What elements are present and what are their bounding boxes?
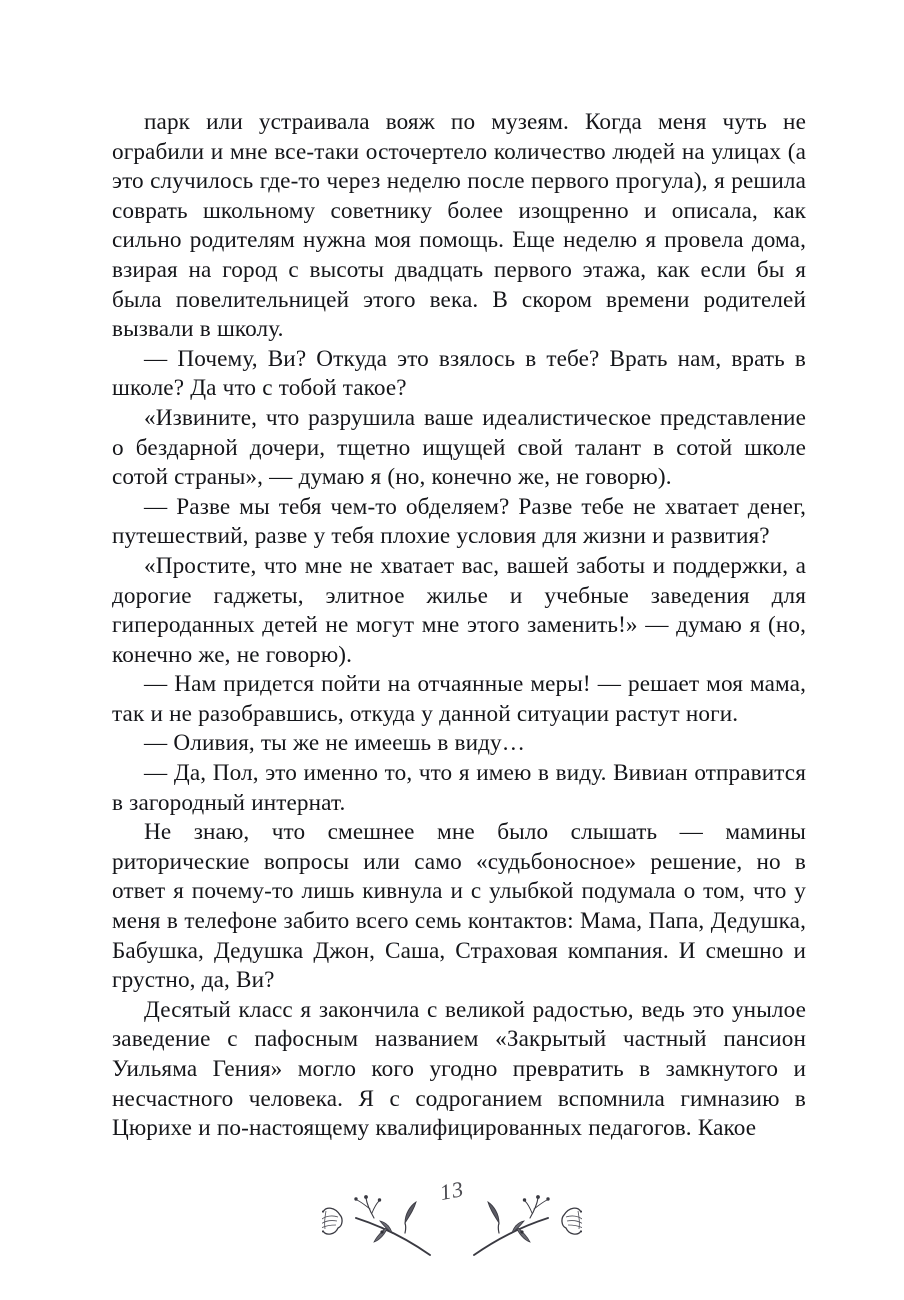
paragraph: Десятый класс я закончила с великой радостью, ведь это унылое заведение с пафосным названием «Закрытый частный пансион Уильяма Гения» могло кого угодно превратить в замкнутого и несчастного человека. Я с содроганием вспомнила гимназию в Цюрихе и по-настоящему квалифицированных педагогов. Какое <box>112 996 806 1142</box>
page-number: 13 <box>437 1175 467 1206</box>
paragraph: «Извините, что разрушила ваше идеалистическое представление о бездарной дочери, тщетно ищущей свой талант в сотой школе сотой страны», — думаю я (но, конечно же, не говорю). <box>112 404 806 491</box>
paragraph: — Почему, Ви? Откуда это взялось в тебе? Врать нам, врать в школе? Да что с тобой такое? <box>112 345 806 402</box>
paragraph: — Да, Пол, это именно то, что я имею в виду. Вивиан отправится в загородный интернат. <box>112 760 806 816</box>
paragraph: «Простите, что мне не хватает вас, вашей заботы и поддержки, а дорогие гаджеты, элитное жилье и учебные заведения для гипероданных детей не могут мне этого заменить!» — думаю я (но, конечно же, не говорю). <box>112 552 806 668</box>
paragraph: парк или устраивала вояж по музеям. Когда меня чуть не ограбили и мне все-таки осточертело количество людей на улицах (а это случилось где-то через неделю после первого прогула), я решила соврать школьному советнику более изощренно и описала, как сильно родителям нужна моя помощь. Еще неделю я провела дома, взирая на город с высоты двадцать первого этажа, как если бы я была повелительницей этого века. В скором времени родителей вызвали в школу. <box>112 109 806 343</box>
paragraph: — Оливия, ты же не имеешь в виду… <box>144 730 526 757</box>
paragraph: — Разве мы тебя чем-то обделяем? Разве тебе не хватает денег, путешествий, разве у тебя плохие условия для жизни и развития? <box>112 493 806 550</box>
page-text-body <box>112 108 806 1144</box>
paragraph: Не знаю, что смешнее мне было слышать — мамины риторические вопросы или само «судьбоносное» решение, но в ответ я почему-то лишь кивнула и с улыбкой подумала о том, что у меня в телефоне забито всего семь контактов: Мама, Папа, Дедушка, Бабушка, Дедушка Джон, Саша, Страховая компания. И смешно и грустно, да, Ви? <box>112 819 806 994</box>
paragraph: — Нам придется пойти на отчаянные меры! — решает моя мама, так и не разобравшись, откуда у данной ситуации растут ноги. <box>112 671 806 727</box>
